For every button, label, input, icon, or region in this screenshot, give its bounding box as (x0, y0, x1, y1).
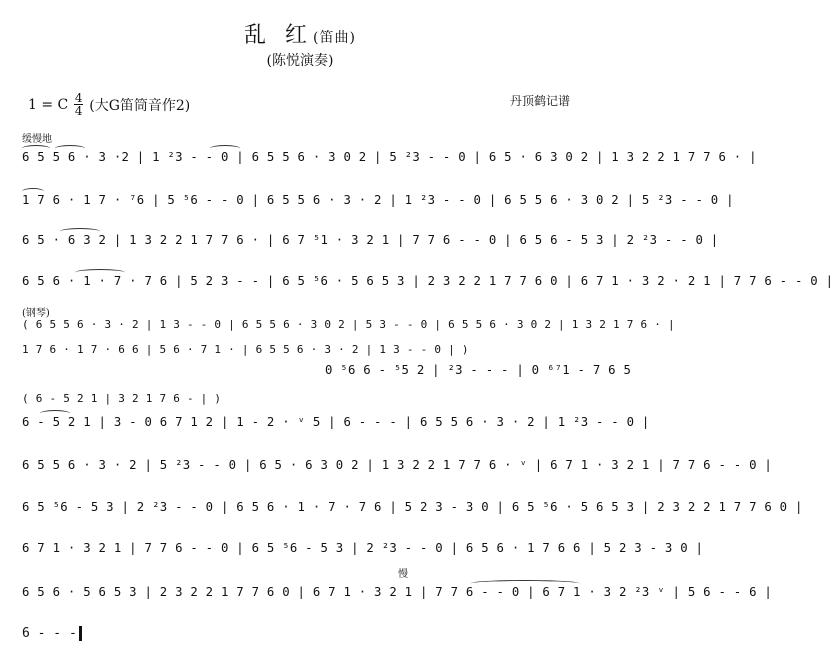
time-signature (74, 92, 83, 117)
slur-mark (55, 145, 85, 152)
score-line (0, 500, 803, 522)
score-line-text: 6 5 ⁵6 - 5 3 | 2 ²3 - - 0 | 6 5 6 · 1 · 7 · 7 6 | 5 2 3 - 3 0 | 6 5 ⁵6 · 5 6 5 3 | 2 3 2 2 1 7 7 6 0 | (22, 500, 803, 514)
slur-mark (75, 269, 125, 276)
slur-mark (60, 228, 100, 235)
score-line (0, 392, 600, 414)
score-line (0, 458, 773, 480)
ending-notes: 6 - - - (22, 626, 77, 641)
score-line (0, 363, 632, 385)
key-signature (28, 92, 190, 117)
score-line (0, 541, 704, 563)
instrument-marking: (钢琴) (22, 308, 50, 319)
key-text: 1 = C (28, 96, 69, 113)
score-line (0, 415, 650, 437)
score-line (0, 318, 675, 340)
score-line-text: 1 7 6 · 1 7 · ⁷6 | 5 ⁵6 - - 0 | 6 5 5 6 · 3 · 2 | 1 ²3 - - 0 | 6 5 5 6 · 3 0 2 | 5 ²3 - - 0 | (22, 193, 734, 207)
title-text: 乱 红 (244, 23, 314, 48)
meter-top: 4 (74, 91, 83, 105)
score-line-text: ( 6 - 5 2 1 | 3 2 1 7 6 - | ) (22, 392, 222, 405)
double-barline (79, 626, 82, 641)
score-line-text: 6 5 6 · 1 · 7 · 7 6 | 5 2 3 - - | 6 5 ⁵6 · 5 6 5 3 | 2 3 2 2 1 7 7 6 0 | 6 7 1 · 3 2 · 2 1 | 7 7 6 - - 0 | (22, 274, 833, 288)
score-line (0, 585, 773, 607)
score-line-text: 1 7 6 · 1 7 · 6 6 | 5 6 · 7 1 · | 6 5 5 6 · 3 · 2 | 1 3 - - 0 | ) (22, 343, 469, 356)
score-line (0, 150, 757, 172)
score-line-text: ( 6 5 5 6 · 3 · 2 | 1 3 - - 0 | 6 5 5 6 · 3 0 2 | 5 3 - - 0 | 6 5 5 6 · 3 0 2 | 1 3 2 1 7 6 · | (22, 318, 675, 331)
slow-marking: 慢 (398, 569, 408, 580)
slur-mark (22, 188, 44, 195)
score-line (0, 343, 600, 365)
score-line (0, 193, 734, 215)
meter-bottom: 4 (74, 104, 83, 118)
performer-subtitle: (陈悦演奏) (266, 53, 334, 69)
final-bar (22, 626, 82, 641)
score-line-text: 6 5 5 6 · 3 ·2 | 1 ²3 - - 0 | 6 5 5 6 · 3 0 2 | 5 ²3 - - 0 | 6 5 · 6 3 0 2 | 1 3 2 2 1 7 7 6 · | (22, 150, 757, 164)
score-line (0, 233, 719, 255)
transcriber-credit: 丹顶鹤记谱 (509, 94, 570, 108)
score-line-text: 6 5 · 6 3 2 | 1 3 2 2 1 7 7 6 · | 6 7 ⁵1 · 3 2 1 | 7 7 6 - - 0 | 6 5 6 - 5 3 | 2 ²3 - - 0 | (22, 233, 719, 247)
slur-mark (210, 145, 240, 152)
score-line (0, 274, 833, 296)
page-title (0, 18, 600, 49)
score-line-text: 6 - 5 2 1 | 3 - 0 6 7 1 2 | 1 - 2 · ᵛ 5 | 6 - - - | 6 5 5 6 · 3 · 2 | 1 ²3 - - 0 | (22, 415, 650, 429)
score-line-text: 6 7 1 · 3 2 1 | 7 7 6 - - 0 | 6 5 ⁵6 - 5 3 | 2 ²3 - - 0 | 6 5 6 · 1 7 6 6 | 5 2 3 - 3 0 | (22, 541, 704, 555)
title-note: (笛曲) (313, 30, 356, 46)
slur-mark (40, 410, 70, 417)
tempo-marking: 缓慢地 (22, 134, 52, 145)
score-line-text: 0 ⁵6 6 - ⁵5 2 | ²3 - - - | 0 ⁶⁷1 - 7 6 5 (325, 363, 632, 377)
slur-mark (22, 145, 50, 152)
flute-note: (大G笛筒音作2) (89, 97, 191, 114)
slur-mark (470, 580, 580, 587)
score-line-text: 6 5 5 6 · 3 · 2 | 5 ²3 - - 0 | 6 5 · 6 3 0 2 | 1 3 2 2 1 7 7 6 · ᵛ | 6 7 1 · 3 2 1 | 7 7 6 - - 0 | (22, 458, 773, 472)
score-line-text: 6 5 6 · 5 6 5 3 | 2 3 2 2 1 7 7 6 0 | 6 7 1 · 3 2 1 | 7 7 6 - - 0 | 6 7 1 · 3 2 ²3 ᵛ | 5 6 - - 6 | (22, 585, 773, 599)
